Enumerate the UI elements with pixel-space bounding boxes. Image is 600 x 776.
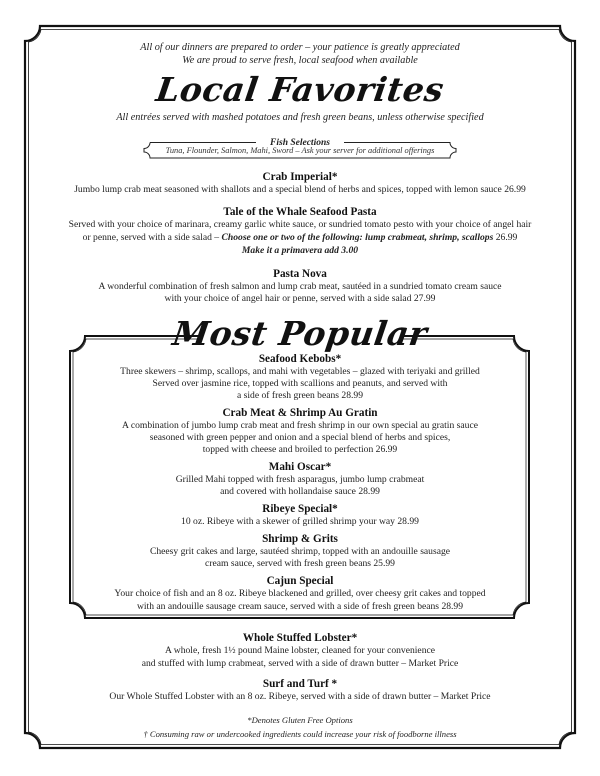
menu-item-name: Pasta Nova bbox=[273, 268, 327, 280]
menu-item-name: Mahi Oscar* bbox=[268, 461, 332, 473]
menu-item-name: Tale of the Whale Seafood Pasta bbox=[223, 206, 377, 218]
menu-item-desc: Grilled Mahi topped with fresh asparagus, jumbo lump crabmeat bbox=[175, 474, 425, 485]
menu-item-name: Crab Imperial* bbox=[262, 171, 338, 183]
primavera-addon: Make it a primavera add 3.00 bbox=[241, 245, 359, 256]
most-popular-title: Most Popular bbox=[170, 314, 430, 353]
fish-selections-label: Fish Selections bbox=[267, 138, 333, 148]
menu-item-desc-part: or penne, served with a side salad – bbox=[82, 232, 222, 243]
menu-item-desc: topped with cheese and broiled to perfection 26.99 bbox=[202, 444, 398, 455]
menu-item-desc: and stuffed with lump crabmeat, served with a side of drawn butter – Market Price bbox=[141, 658, 459, 669]
menu-item-desc: Jumbo lump crab meat seasoned with shallots and a special blend of herbs and spices, topped with lemon sauce 26.99 bbox=[74, 184, 526, 195]
menu-item-addon bbox=[0, 245, 600, 258]
menu-item-desc: with an andouille sausage cream sauce, served with a side of fresh green beans 28.99 bbox=[136, 601, 464, 612]
menu-item-name: Crab Meat & Shrimp Au Gratin bbox=[222, 407, 378, 419]
menu-item-name: Ribeye Special* bbox=[262, 503, 338, 515]
menu-item-desc: Cheesy grit cakes and large, sautéed shrimp, topped with an andouille sausage bbox=[149, 546, 451, 557]
menu-item-desc: seasoned with green pepper and onion and a special blend of herbs and spices, bbox=[149, 432, 451, 443]
menu-item-name: Shrimp & Grits bbox=[262, 533, 338, 545]
menu-item-desc: 10 oz. Ribeye with a skewer of grilled shrimp your way 28.99 bbox=[181, 516, 419, 527]
menu-item-name: Whole Stuffed Lobster* bbox=[242, 632, 358, 644]
menu-item-desc: a side of fresh green beans 28.99 bbox=[236, 390, 363, 401]
menu-item-desc: A wonderful combination of fresh salmon and lump crab meat, sautéed in a sundried tomato cream sauce bbox=[98, 281, 502, 292]
gluten-free-footnote: *Denotes Gluten Free Options bbox=[247, 715, 353, 725]
menu-item-price: 26.99 bbox=[493, 232, 518, 243]
menu-item-desc: Our Whole Stuffed Lobster with an 8 oz. Ribeye, served with a side of drawn butter – Market Price bbox=[109, 691, 491, 702]
raw-food-warning: † Consuming raw or undercooked ingredients could increase your risk of foodborne illness bbox=[143, 729, 457, 739]
menu-item-desc: with your choice of angel hair or penne, served with a side salad 27.99 bbox=[164, 293, 436, 304]
menu-item-name: Cajun Special bbox=[266, 575, 334, 587]
menu-item-desc: A whole, fresh 1½ pound Maine lobster, cleaned for your convenience bbox=[164, 645, 436, 656]
menu-item-desc: Three skewers – shrimp, scallops, and mahi with vegetables – glazed with teriyaki and grilled bbox=[120, 366, 480, 377]
menu-item-desc: cream sauce, served with fresh green beans 25.99 bbox=[205, 558, 395, 569]
menu-item-desc: Served with your choice of marinara, creamy garlic white sauce, or sundried tomato pesto with your choice of angel hair bbox=[68, 219, 532, 230]
menu-item-desc: A combination of jumbo lump crab meat and fresh shrimp in our own special au gratin sauce bbox=[122, 420, 478, 431]
menu-item-desc: and covered with hollandaise sauce 28.99 bbox=[220, 486, 380, 497]
menu-item-choice: Choose one or two of the following: lump crabmeat, shrimp, scallops bbox=[221, 232, 494, 243]
local-favorites-title: Local Favorites bbox=[153, 70, 447, 109]
intro-line-2: We are proud to serve fresh, local seafood when available bbox=[182, 55, 418, 66]
menu-item-desc: Served over jasmine rice, topped with scallions and peanuts, and served with bbox=[152, 378, 448, 389]
menu-item-desc bbox=[0, 232, 600, 245]
menu-item-name: Surf and Turf * bbox=[262, 678, 338, 690]
menu-item-name: Seafood Kebobs* bbox=[258, 353, 342, 365]
fish-selections-text: Tuna, Flounder, Salmon, Mahi, Sword – Ask your server for additional offerings bbox=[165, 146, 435, 155]
menu-item-desc: Your choice of fish and an 8 oz. Ribeye blackened and grilled, over cheesy grit cakes and topped bbox=[114, 588, 486, 599]
local-favorites-subtitle: All entrées served with mashed potatoes and fresh green beans, unless otherwise specified bbox=[116, 112, 484, 123]
intro-line-1: All of our dinners are prepared to order – your patience is greatly appreciated bbox=[140, 42, 460, 53]
